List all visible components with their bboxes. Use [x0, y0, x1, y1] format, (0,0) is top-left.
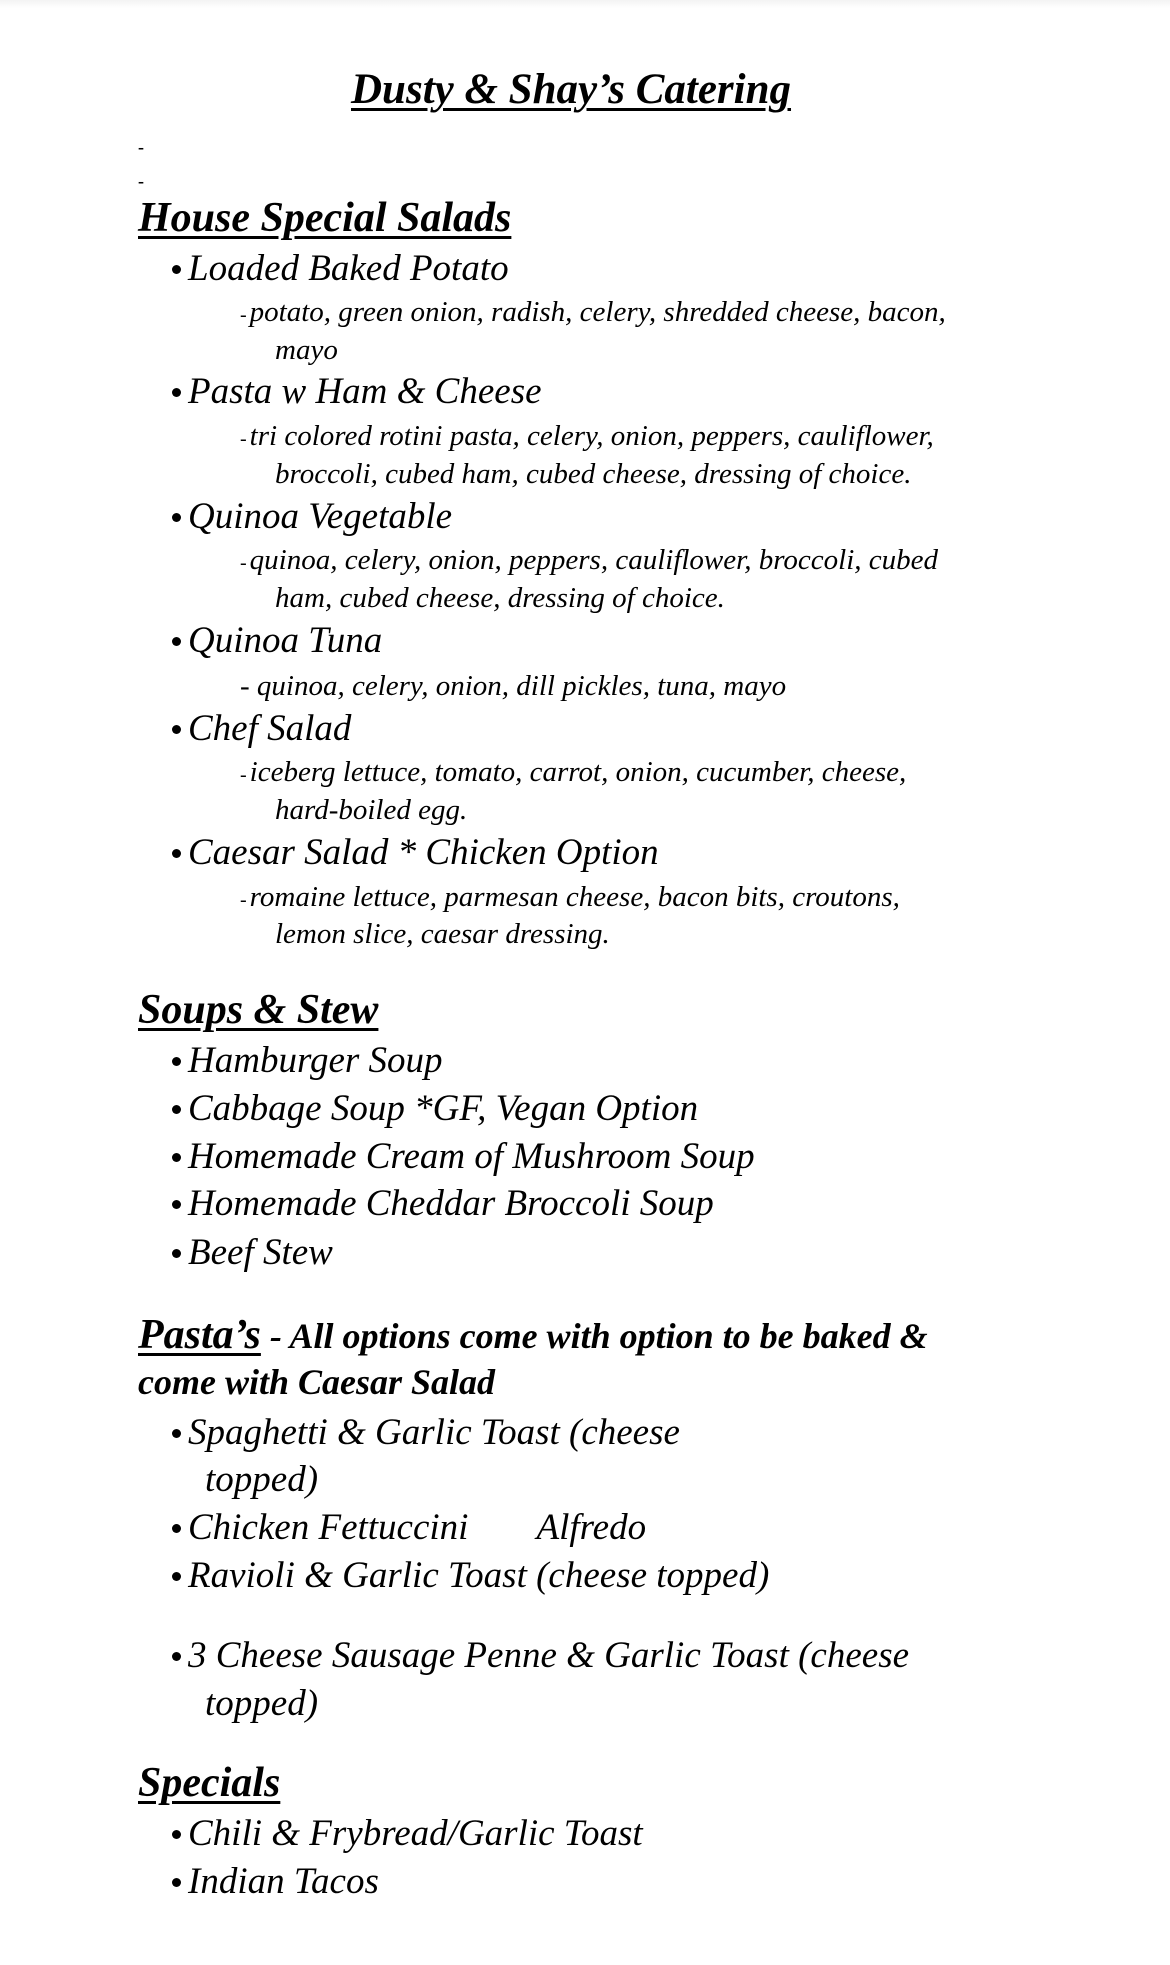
description-line: hard-boiled egg. [275, 794, 468, 826]
menu-item [172, 1414, 680, 1451]
menu-item-name: Quinoa Tuna [188, 620, 383, 661]
menu-item [172, 622, 382, 659]
menu-item-continuation: topped) [205, 1459, 319, 1500]
bullet-icon [172, 1830, 181, 1839]
bullet-icon [172, 1057, 181, 1066]
bullet-icon [172, 725, 181, 734]
section-heading-salads: House Special Salads [138, 195, 512, 241]
description-line: lemon slice, caesar dressing. [275, 918, 610, 950]
menu-item [172, 1557, 769, 1594]
menu-item [172, 373, 542, 410]
menu-item-continuation: topped) [205, 1683, 319, 1724]
dash-marker: - [240, 889, 247, 911]
menu-item [172, 1637, 909, 1674]
stray-dash: - [138, 171, 144, 191]
description-line: mayo [275, 334, 338, 366]
menu-item-name: Chili & Frybread/Garlic Toast [188, 1813, 643, 1854]
top-edge-shade [0, 0, 1170, 8]
bullet-icon [172, 1572, 181, 1581]
bullet-icon [172, 513, 181, 522]
bullet-icon [172, 637, 181, 646]
menu-item-name: Pasta w Ham & Cheese [188, 371, 542, 412]
description-line: tri colored rotini pasta, celery, onion, peppers, cauliflower, [249, 420, 934, 452]
bullet-icon [172, 265, 181, 274]
bullet-icon [172, 849, 181, 858]
section-note: come with Caesar Salad [138, 1362, 496, 1402]
menu-item [172, 1509, 646, 1546]
bullet-icon [172, 1200, 181, 1209]
dash-marker: - [240, 764, 247, 786]
description-line: iceberg lettuce, tomato, carrot, onion, cucumber, cheese, [249, 756, 907, 788]
description-line: broccoli, cubed ham, cubed cheese, dressing of choice. [275, 458, 912, 490]
menu-item [172, 710, 351, 747]
menu-item-description [240, 422, 934, 451]
menu-item-description [240, 883, 900, 912]
menu-item-name: Beef Stew [188, 1232, 333, 1273]
menu-item-name: Homemade Cheddar Broccoli Soup [188, 1183, 714, 1224]
menu-item [172, 1042, 443, 1079]
description-line: potato, green onion, radish, celery, shredded cheese, bacon, [249, 296, 946, 328]
menu-item [172, 498, 452, 535]
menu-item [172, 1863, 379, 1900]
description-line: quinoa, celery, onion, peppers, cauliflower, broccoli, cubed [249, 544, 939, 576]
description-line: quinoa, celery, onion, dill pickles, tuna, mayo [256, 670, 787, 702]
description-line: romaine lettuce, parmesan cheese, bacon bits, croutons, [249, 881, 900, 913]
dash-marker: - [240, 552, 247, 574]
menu-item [172, 1185, 714, 1222]
dash-marker: - [240, 670, 257, 702]
bullet-icon [172, 1652, 181, 1661]
section-heading-pastas-row [138, 1314, 928, 1356]
stray-dash: - [138, 137, 144, 157]
menu-item-name: Spaghetti & Garlic Toast (cheese [188, 1412, 680, 1453]
menu-item-description [240, 546, 938, 575]
dash-marker: - [240, 428, 247, 450]
menu-item-name: Cabbage Soup *GF, Vegan Option [188, 1088, 699, 1129]
menu-item-name: Ravioli & Garlic Toast (cheese topped) [188, 1555, 770, 1596]
bullet-icon [172, 1524, 181, 1533]
menu-item-description [240, 298, 946, 327]
bullet-icon [172, 1249, 181, 1258]
menu-item [172, 834, 659, 871]
bullet-icon [172, 1153, 181, 1162]
description-line: ham, cubed cheese, dressing of choice. [275, 582, 725, 614]
menu-item-name: Quinoa Vegetable [188, 496, 453, 537]
bullet-icon [172, 388, 181, 397]
menu-item-name-continued: Alfredo [536, 1507, 647, 1548]
section-heading-pastas: Pasta’s [138, 1312, 261, 1358]
document-title: Dusty & Shay’s Catering [351, 66, 792, 113]
menu-item-name: Loaded Baked Potato [188, 248, 509, 289]
section-note: - All options come with option to be baked & [260, 1316, 928, 1356]
menu-item-name: Caesar Salad * Chicken Option [188, 832, 659, 873]
bullet-icon [172, 1878, 181, 1887]
menu-item [172, 250, 509, 287]
menu-item-name: Indian Tacos [188, 1861, 379, 1902]
bullet-icon [172, 1429, 181, 1438]
menu-item [172, 1234, 333, 1271]
menu-item [172, 1815, 643, 1852]
menu-item-description [240, 672, 786, 701]
menu-item-name: 3 Cheese Sausage Penne & Garlic Toast (cheese [188, 1635, 910, 1676]
dash-marker: - [240, 304, 247, 326]
menu-item-description [240, 758, 906, 787]
menu-item-name: Chef Salad [188, 708, 352, 749]
section-heading-soups: Soups & Stew [138, 987, 379, 1033]
menu-item-name: Homemade Cream of Mushroom Soup [188, 1136, 755, 1177]
menu-item-name: Hamburger Soup [188, 1040, 443, 1081]
menu-item [172, 1090, 698, 1127]
menu-item [172, 1138, 755, 1175]
section-heading-specials: Specials [138, 1760, 281, 1806]
menu-item-name: Chicken Fettuccini [188, 1507, 469, 1548]
bullet-icon [172, 1105, 181, 1114]
